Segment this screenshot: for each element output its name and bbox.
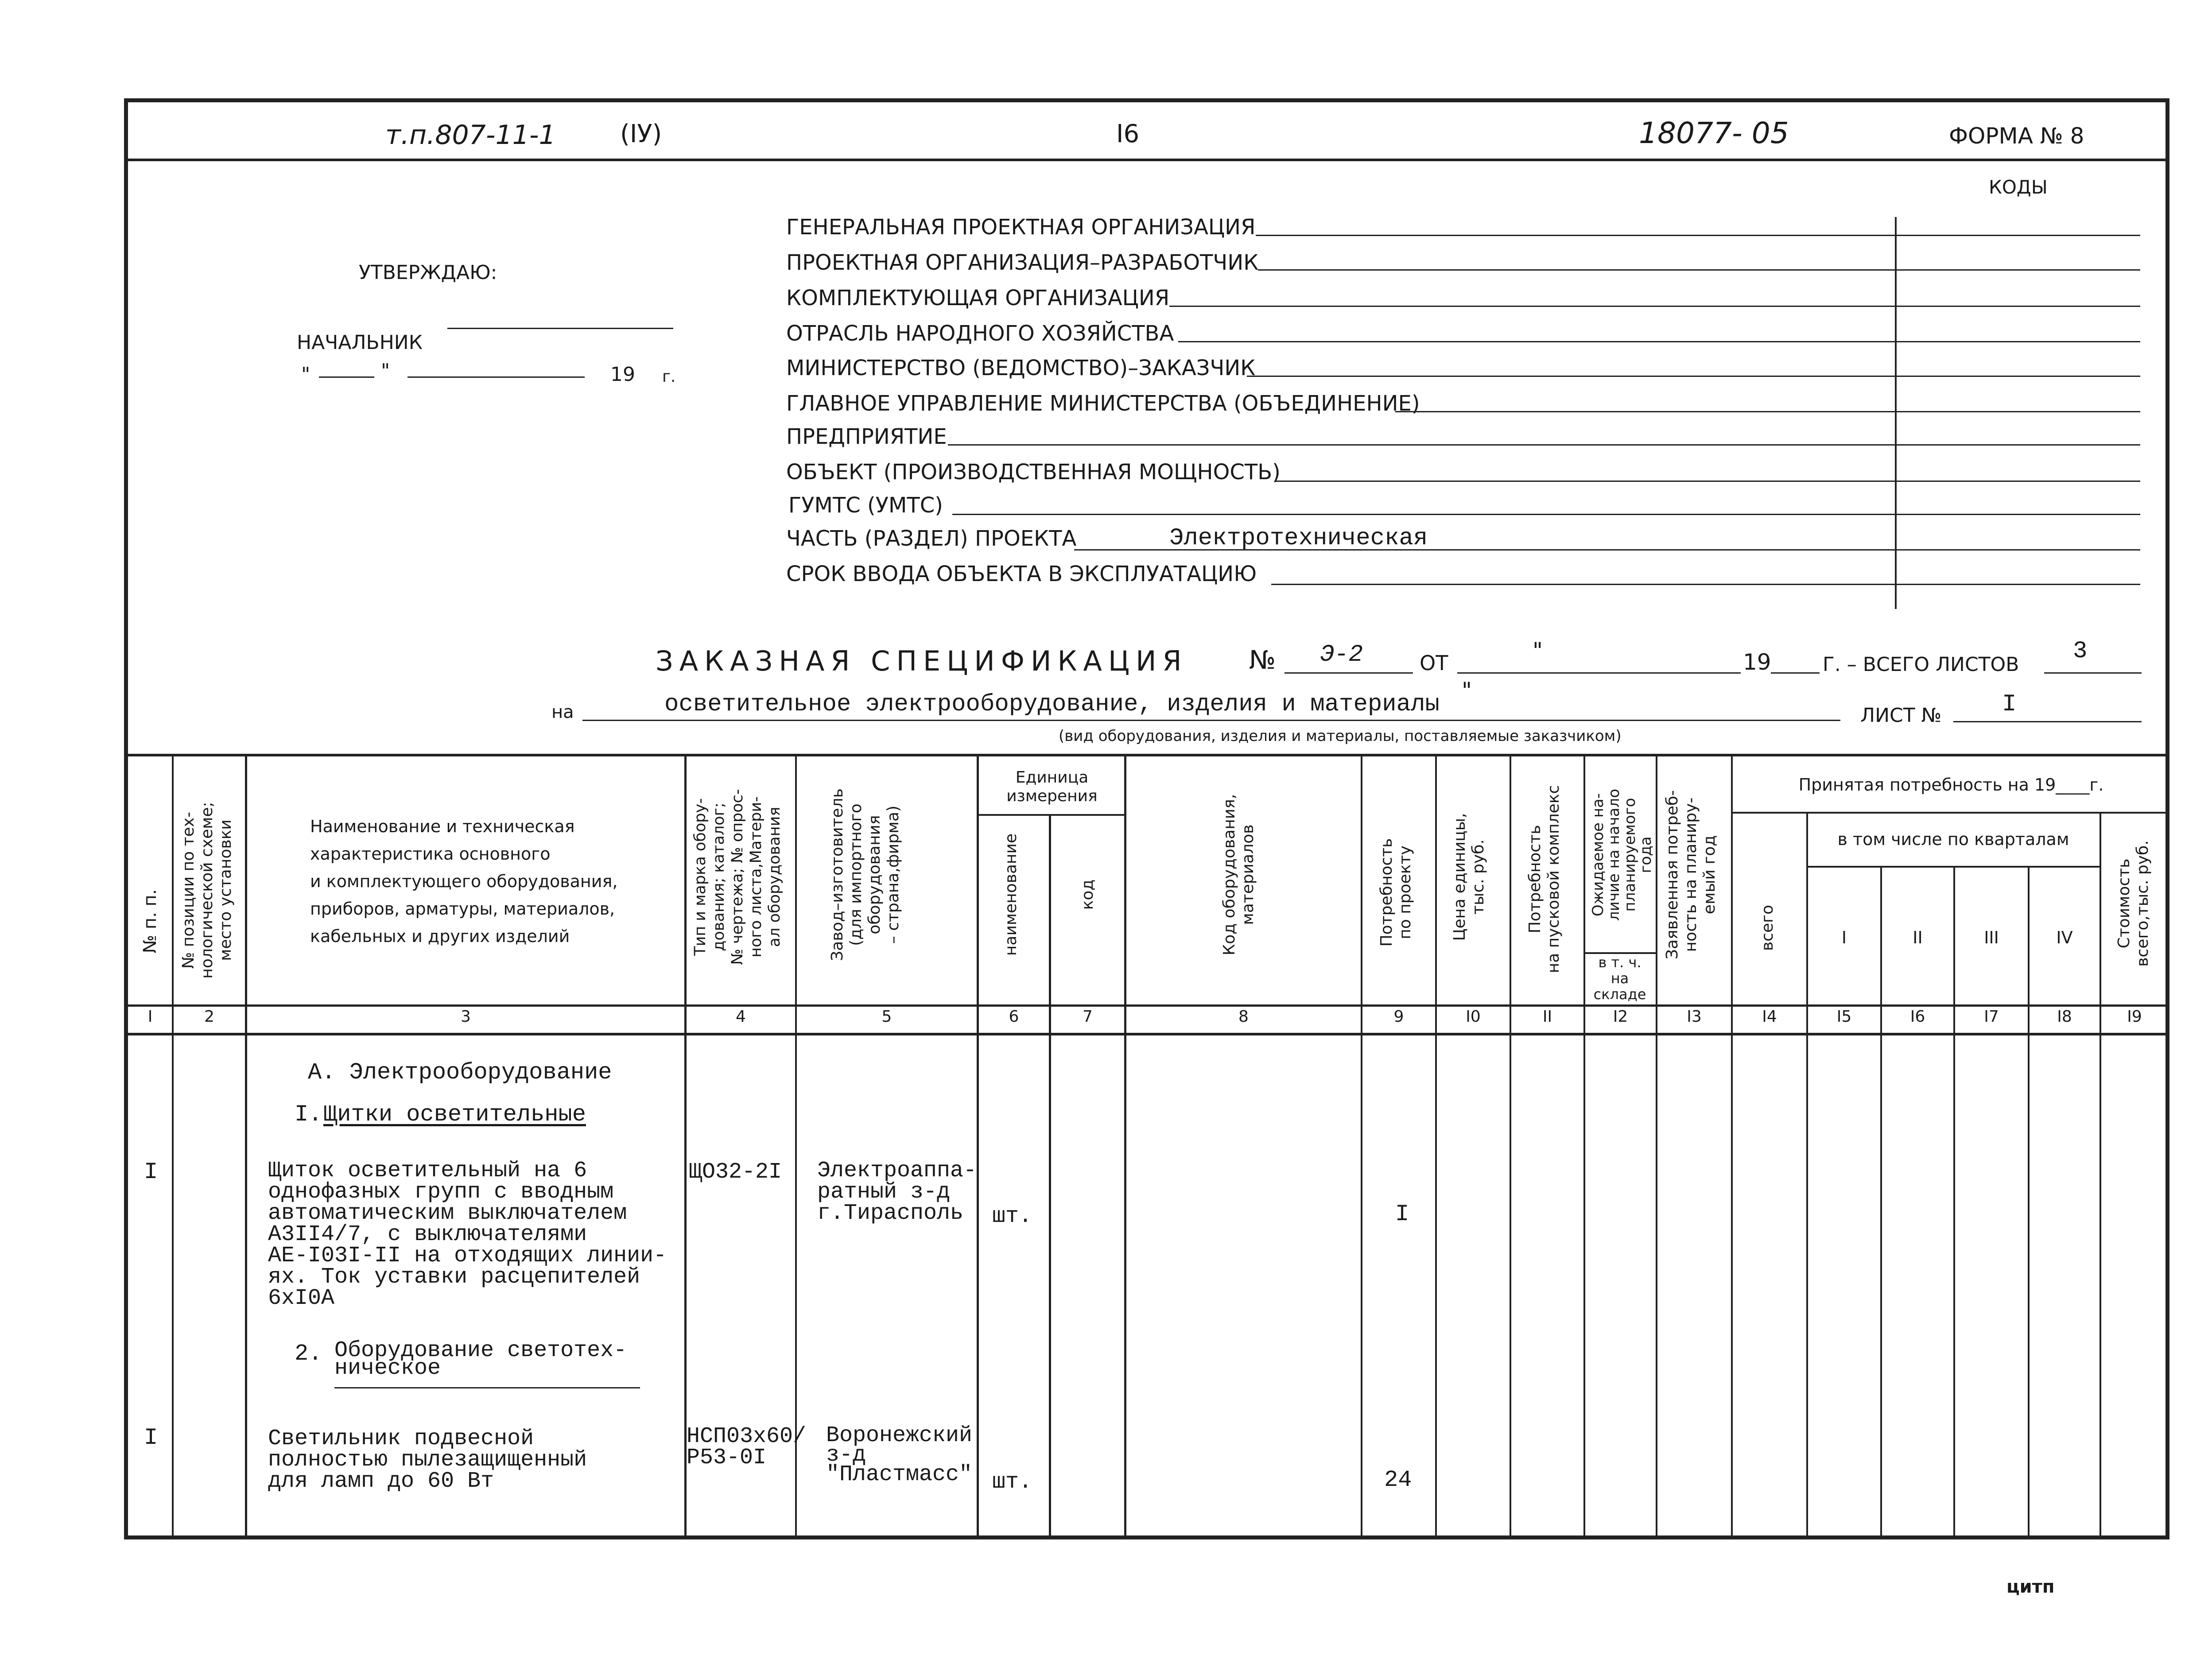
spec-title: ЗАКАЗНАЯ СПЕЦИФИКАЦИЯ: [656, 645, 1188, 677]
org-field-label: ПРОЕКТНАЯ ОРГАНИЗАЦИЯ–РАЗРАБОТЧИК: [786, 250, 1259, 275]
col-header-2: № позиции по тех- нологической схеме; место установки: [179, 802, 235, 979]
col-number: I6: [1910, 1008, 1925, 1026]
row-2-desc: Светильник подвесной полностью пылезащищенный для ламп до 60 Вт: [268, 1426, 587, 1494]
org-field-line[interactable]: [1178, 341, 1895, 342]
row-1-type: ЩО32-2I: [689, 1159, 782, 1185]
col-divider: [245, 755, 247, 1539]
col-divider: [1361, 755, 1362, 1539]
org-field-label: ОБЪЕКТ (ПРОИЗВОДСТВЕННАЯ МОЩНОСТЬ): [786, 460, 1281, 485]
org-code-line[interactable]: [1897, 481, 2140, 482]
col-divider: [795, 755, 797, 1539]
col-header-12b: в т. ч. на складе: [1593, 954, 1646, 1003]
col-divider: [1656, 755, 1657, 1539]
chief-signature-line[interactable]: [447, 328, 673, 329]
section-2-heading: Оборудование светотех- ническое: [334, 1338, 627, 1381]
row-2-no: I: [144, 1425, 158, 1451]
col-number: I7: [1984, 1008, 1999, 1026]
col-header-3: Наименование и техническая характеристика основного и комплектующего оборудования, приборов, арматуры, материалов, кабельных и других изделий: [310, 817, 618, 946]
spec-date-line[interactable]: [1457, 672, 1741, 674]
forma-label: ФОРМА № 8: [1949, 123, 2084, 149]
col-number: 2: [204, 1008, 214, 1026]
org-field-line[interactable]: [1256, 235, 1895, 236]
unit-group-header: Единица измерения: [1006, 768, 1098, 805]
doc-number: 18077- 05: [1639, 116, 1789, 150]
col-divider: [1049, 815, 1051, 1539]
org-field-line[interactable]: [948, 444, 1895, 446]
col-header-5: Завод–изготовитель (для импортного оборудования – страна,фирма): [828, 788, 902, 961]
col-number: I9: [2127, 1008, 2142, 1026]
org-field-label: ГУМТС (УМТС): [788, 493, 943, 518]
col-number: I5: [1836, 1008, 1852, 1026]
org-field-label: ЧАСТЬ (РАЗДЕЛ) ПРОЕКТА: [786, 526, 1077, 551]
row-2-type: НСП03х60/ Р53-0I: [687, 1424, 807, 1470]
org-code-line[interactable]: [1897, 341, 2140, 342]
spec-list-line[interactable]: [1953, 721, 2142, 722]
col-header-4: Тип и марка обору- дования; каталог; № чертежа; № опрос- ного листа,Матери- ал оборудования: [691, 789, 784, 965]
col-number: 9: [1393, 1008, 1404, 1026]
col-header-13: Заявленная потреб- ность на планиру- емый год: [1663, 790, 1719, 960]
col-number: I2: [1613, 1008, 1628, 1026]
approve-label: УТВЕРЖДАЮ:: [359, 261, 497, 284]
org-field-label: КОМПЛЕКТУЮЩАЯ ОРГАНИЗАЦИЯ: [786, 286, 1170, 310]
spec-no-value: Э-2: [1320, 641, 1363, 668]
spec-year-label: 19: [1743, 649, 1771, 675]
row-1-maker: Электроаппа- ратный з-д г.Тирасполь: [817, 1158, 977, 1226]
col-number: 4: [736, 1008, 746, 1026]
spec-na-label: на: [551, 702, 574, 722]
org-field-label: ГЕНЕРАЛЬНАЯ ПРОЕКТНАЯ ОРГАНИЗАЦИЯ: [786, 215, 1256, 240]
section-1-heading: Щитки осветительные: [323, 1101, 586, 1128]
section-2-number: 2.: [295, 1341, 322, 1367]
row-1-no: I: [144, 1159, 158, 1185]
col-divider: [1806, 813, 1808, 1539]
chief-label: НАЧАЛЬНИК: [297, 331, 423, 354]
spec-quote-open: ": [1533, 638, 1543, 663]
col-number: I: [147, 1008, 153, 1026]
org-field-line[interactable]: [1247, 376, 1895, 377]
col-divider: [684, 755, 687, 1539]
col-number: I8: [2057, 1008, 2072, 1026]
col-header-19: Стоимость всего,тыс. руб.: [2115, 840, 2152, 967]
col-number: 5: [881, 1008, 892, 1026]
spec-total-line[interactable]: [2044, 672, 2142, 674]
row-2-qty: 24: [1384, 1467, 1412, 1493]
section-a-heading: А. Электрооборудование: [308, 1059, 612, 1086]
col-header-12: Ожидаемое на- личие на начало планируемого года: [1589, 788, 1655, 921]
row-2-unit: шт.: [992, 1470, 1032, 1495]
section-2-underline: [334, 1387, 640, 1388]
date-day-line[interactable]: [319, 376, 374, 378]
col-header-15: I: [1841, 928, 1847, 947]
org-code-line[interactable]: [1897, 235, 2140, 236]
col-divider: [1124, 755, 1126, 1539]
col-divider: [1435, 755, 1437, 1539]
col-number: I0: [1466, 1008, 1481, 1026]
org-field-label: ПРЕДПРИЯТИЕ: [786, 424, 947, 449]
col-header-14: всего: [1758, 904, 1777, 951]
org-code-line[interactable]: [1897, 411, 2140, 412]
org-code-line[interactable]: [1897, 444, 2140, 446]
date-year-label: 19: [610, 363, 635, 386]
date-quote-close: ": [381, 360, 390, 382]
column-numbers-top: [124, 1004, 2169, 1007]
spec-total-value: 3: [2073, 638, 2088, 665]
org-field-line[interactable]: [952, 514, 1895, 515]
header-divider: [124, 159, 2169, 161]
col-divider: [2099, 813, 2101, 1539]
org-field-label: СРОК ВВОДА ОБЪЕКТА В ЭКСПЛУАТАЦИЮ: [786, 562, 1257, 586]
row-1-qty: I: [1395, 1201, 1409, 1227]
col-number: I3: [1687, 1008, 1702, 1026]
table-top-border: [124, 754, 2169, 756]
col-header-6: наименование: [1002, 833, 1020, 956]
col-divider: [1880, 867, 1882, 1539]
date-quote-open: ": [301, 363, 310, 386]
spec-subcaption: (вид оборудования, изделия и материалы, поставляемые заказчиком): [1059, 727, 1622, 745]
col-number: 7: [1083, 1008, 1093, 1026]
col-header-7: код: [1079, 879, 1097, 910]
col-header-10: Цена единицы, тыс. руб.: [1451, 813, 1487, 941]
col-divider: [1731, 755, 1733, 1539]
col-divider: [1583, 755, 1585, 1539]
project-part-value: Электротехническая: [1169, 525, 1428, 552]
org-code-line[interactable]: [1897, 376, 2140, 377]
col-number: 3: [461, 1008, 471, 1026]
section-1-number: I.: [295, 1101, 322, 1128]
org-field-line[interactable]: [1276, 481, 1895, 482]
column-numbers-bottom: [124, 1033, 2169, 1035]
org-field-line[interactable]: [1271, 584, 1895, 585]
org-field-line[interactable]: [1395, 411, 1895, 412]
col-header-1: № п. п.: [140, 889, 160, 954]
date-g-label: г.: [662, 368, 676, 386]
spec-quote-close: ": [1462, 678, 1472, 703]
col-header-11: Потребность на пусковой комплекс: [1526, 785, 1563, 973]
org-code-line[interactable]: [1897, 549, 2140, 551]
col-header-9: Потребность по проекту: [1378, 838, 1414, 947]
col-header-18: IV: [2056, 928, 2073, 947]
col-divider: [1953, 867, 1955, 1539]
org-field-label: ГЛАВНОЕ УПРАВЛЕНИЕ МИНИСТЕРСТВА (ОБЪЕДИНЕНИЕ): [786, 391, 1420, 416]
spec-na-line[interactable]: [582, 720, 1840, 721]
spec-no-label: №: [1249, 645, 1276, 675]
footer-mark: цитп: [2006, 1577, 2055, 1597]
spec-list-label: ЛИСТ №: [1860, 704, 1942, 727]
tp-number: т.п.807-11-1: [385, 120, 556, 151]
roman-number: (IУ): [620, 120, 662, 148]
row-1-desc: Щиток осветительный на 6 однофазных групп с вводным автоматическим выключателем А3II4/7, с выключателями АЕ-I03I-II на отходящих линии- ях. Ток уставки расцепителей 6хI0А: [268, 1158, 667, 1311]
spec-total-label: Г. – ВСЕГО ЛИСТОВ: [1823, 653, 2019, 676]
accepted-group-divider: [1733, 812, 2169, 814]
col-number: I4: [1762, 1008, 1777, 1026]
col-header-8: Код оборудования, материалов: [1220, 794, 1257, 956]
org-field-line[interactable]: [1258, 269, 1895, 271]
spec-list-value: I: [2002, 691, 2017, 718]
col-divider: [172, 755, 174, 1539]
accepted-group-header: Принятая потребность на 19____г.: [1798, 775, 2104, 795]
page-number: I6: [1116, 120, 1140, 148]
org-code-line[interactable]: [1897, 269, 2140, 271]
org-field-line[interactable]: [1169, 306, 1895, 307]
codes-label: КОДЫ: [1989, 176, 2048, 198]
org-field-label: ОТРАСЛЬ НАРОДНОГО ХОЗЯЙСТВА: [786, 321, 1174, 346]
spec-ot-label: ОТ: [1420, 651, 1448, 675]
row-1-unit: шт.: [992, 1204, 1032, 1229]
col-divider: [2028, 867, 2030, 1539]
quarters-group-header: в том числе по кварталам: [1837, 830, 2069, 849]
col-header-17: III: [1984, 928, 1999, 947]
org-code-line[interactable]: [1897, 514, 2140, 515]
spec-year-line[interactable]: [1771, 672, 1820, 674]
col-number: 8: [1238, 1008, 1249, 1026]
spec-no-line[interactable]: [1285, 672, 1413, 674]
spec-na-value: осветительное электрооборудование, изделия и материалы: [664, 691, 1440, 718]
org-code-line[interactable]: [1897, 584, 2140, 585]
org-code-line[interactable]: [1897, 306, 2140, 307]
col-number: 6: [1009, 1008, 1019, 1026]
col-divider: [1510, 755, 1511, 1539]
col-divider: [977, 755, 979, 1539]
date-month-line[interactable]: [407, 376, 585, 378]
org-field-label: МИНИСТЕРСТВО (ВЕДОМСТВО)–ЗАКАЗЧИК: [786, 356, 1256, 380]
col-header-16: II: [1913, 928, 1923, 947]
row-2-maker: Воронежский з-д "Пластмасс": [826, 1423, 973, 1487]
col-number: II: [1542, 1008, 1552, 1026]
